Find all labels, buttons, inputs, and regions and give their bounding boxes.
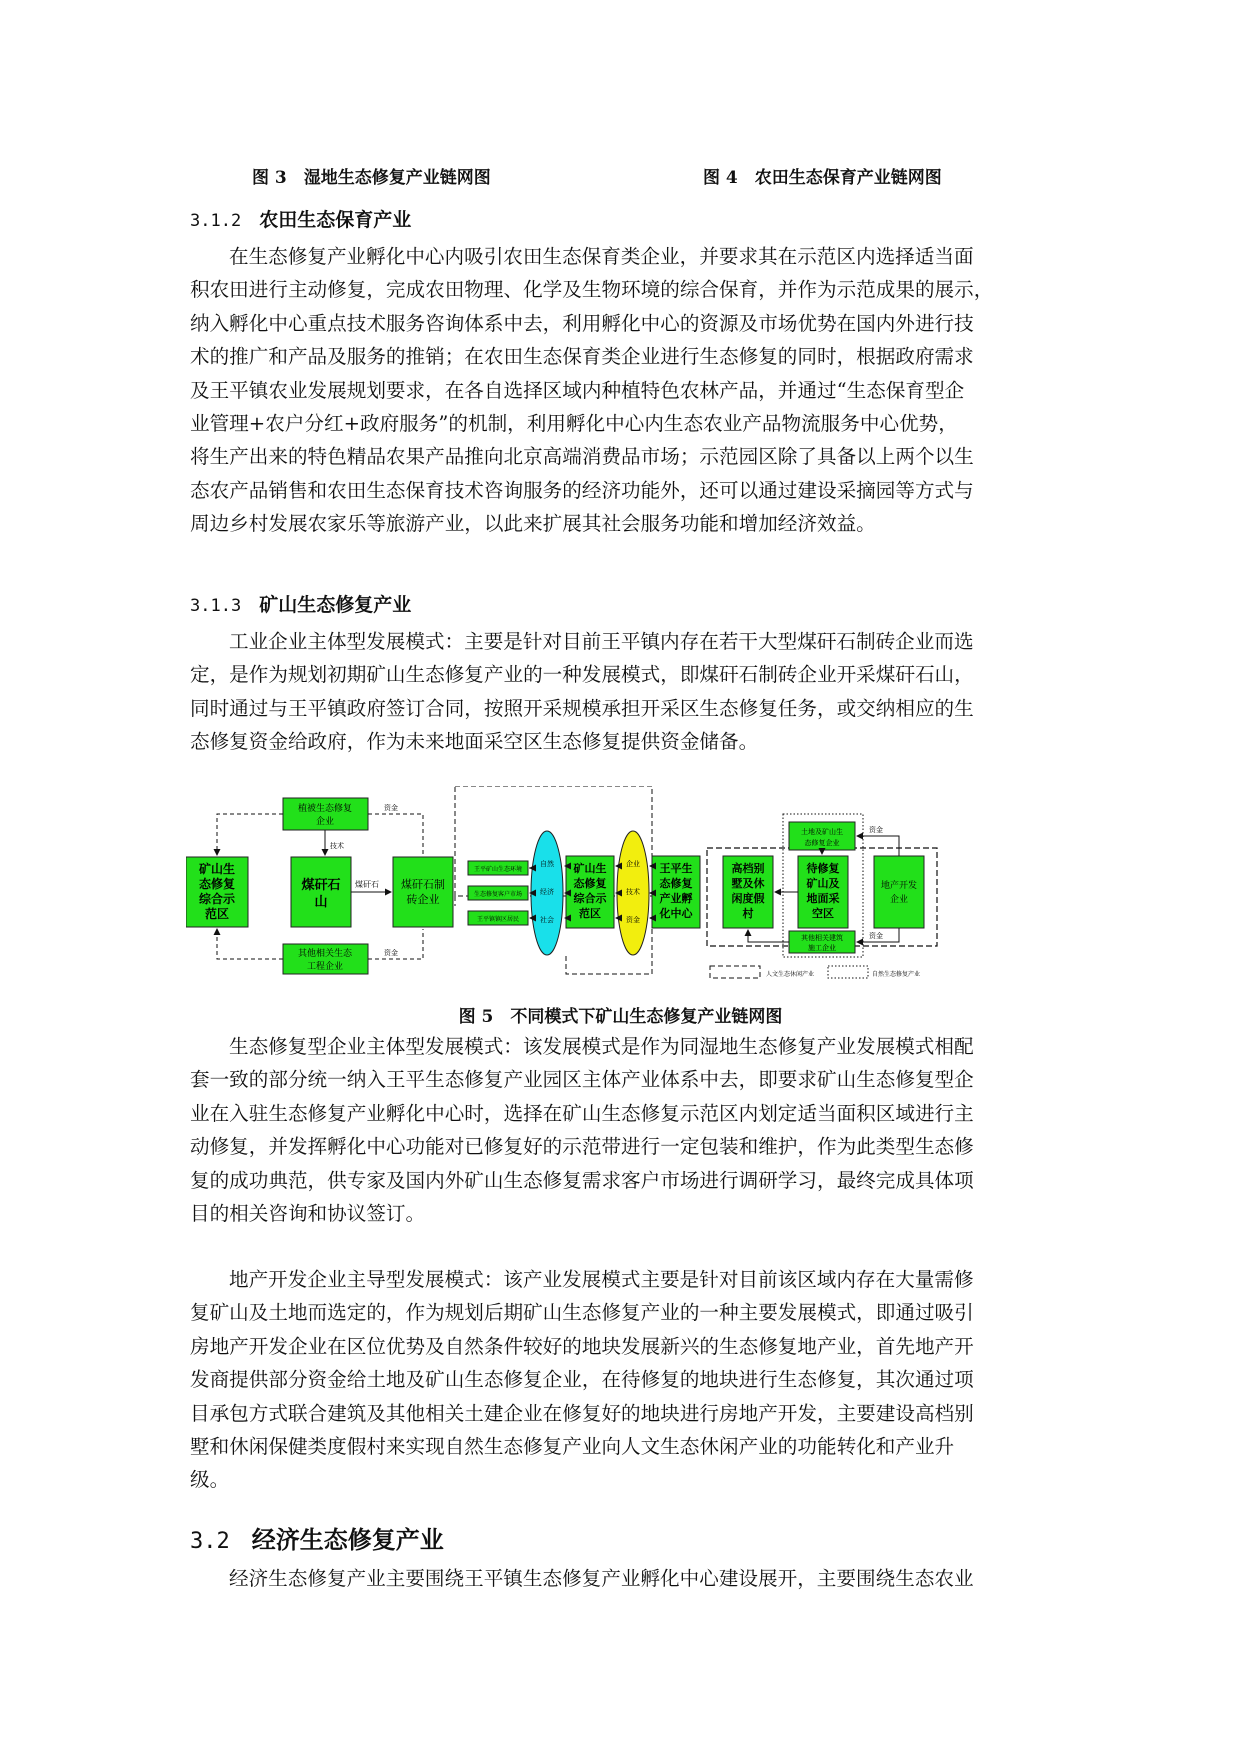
svg-text:土地及矿山生: 土地及矿山生	[801, 828, 843, 836]
text-line: 积农田进行主动修复，完成农田物理、化学及生物环境的综合保育，并作为示范成果的展示，	[190, 278, 994, 302]
svg-text:地产开发: 地产开发	[880, 881, 918, 891]
svg-text:待修复: 待修复	[806, 862, 840, 875]
svg-text:矿山生: 矿山生	[573, 862, 607, 875]
text-line: 发商提供部分资金给土地及矿山生态修复企业，在待修复的地块进行生态修复，其次通过项	[190, 1368, 974, 1392]
svg-text:资金: 资金	[869, 932, 883, 940]
figure4-caption: 图 4 农田生态保育产业链网图	[703, 168, 942, 188]
node-mine-demo	[186, 857, 248, 927]
svg-text:高档别: 高档别	[731, 862, 765, 875]
text-line: 态农产品销售和农田生态保育技术咨询服务的经济功能外，还可以通过建设采摘园等方式与	[190, 478, 974, 502]
node-to-repair	[798, 856, 848, 928]
svg-text:王平镇镇区居民: 王平镇镇区居民	[476, 916, 520, 923]
text-line: 经济生态修复产业主要围绕王平镇生态修复产业孵化中心建设展开，主要围绕生态农业	[229, 1567, 974, 1590]
section-number: 3.2	[190, 1529, 230, 1554]
svg-text:煤矸石: 煤矸石	[301, 878, 341, 893]
svg-text:植被生态修复: 植被生态修复	[297, 804, 353, 814]
svg-text:综合示: 综合示	[198, 892, 236, 906]
text-line: 将生产出来的特色精品农果产品推向北京高端消费品市场；示范园区除了具备以上两个以生	[190, 445, 974, 469]
text-line: 房地产开发企业在区位优势及自然条件较好的地块发展新兴的生态修复地产业，首先地产开	[190, 1334, 974, 1358]
svg-text:矿山生: 矿山生	[198, 862, 236, 876]
section-number: 3.1.2	[190, 211, 242, 231]
text-line: 业在入驻生态修复产业孵化中心时，选择在矿山生态修复示范区内划定适当面积区域进行主	[190, 1101, 974, 1125]
svg-text:态修复企业: 态修复企业	[804, 839, 840, 847]
text-line: 同时通过与王平镇政府签订合同，按照开采规模承担开采区生态修复任务，或交纳相应的生	[190, 696, 974, 720]
svg-text:化中心: 化中心	[659, 907, 693, 920]
text-line: 态修复资金给政府，作为未来地面采空区生态修复提供资金储备。	[190, 730, 759, 754]
node-left-list	[468, 861, 528, 925]
node-land-company	[789, 822, 855, 850]
svg-text:工程企业: 工程企业	[306, 962, 344, 972]
paragraph	[190, 1030, 1058, 1230]
paragraph	[190, 1562, 1058, 1595]
node-incubator	[652, 856, 700, 928]
node-other-company	[283, 944, 368, 974]
text-line: 术的推广和产品及服务的推销；在农田生态保育类企业进行生态修复的同时，根据政府需求	[190, 345, 974, 369]
svg-text:资金: 资金	[384, 949, 398, 957]
text-line: 地产开发企业主导型发展模式：该产业发展模式主要是针对目前该区域内存在大量需修	[229, 1268, 974, 1291]
svg-text:范区: 范区	[579, 907, 601, 920]
svg-text:范区: 范区	[204, 907, 230, 921]
svg-text:企业: 企业	[889, 895, 909, 905]
section-heading-3-1-2	[190, 205, 411, 232]
node-developer	[874, 856, 924, 928]
paragraph	[190, 625, 1058, 759]
figure3-caption: 图 3 湿地生态修复产业链网图	[252, 168, 491, 188]
svg-text:矿山及: 矿山及	[806, 877, 840, 890]
svg-text:态修复: 态修复	[573, 877, 607, 890]
svg-text:地面采: 地面采	[806, 892, 840, 905]
paragraph	[190, 240, 1058, 541]
text-line: 工业企业主体型发展模式：主要是针对目前王平镇内存在若干大型煤矸石制砖企业而选	[229, 630, 974, 653]
svg-text:墅及休: 墅及休	[731, 877, 765, 890]
section-number: 3.1.3	[190, 596, 242, 616]
text-line: 定，是作为规划初期矿山生态修复产业的一种发展模式，即煤矸石制砖企业开采煤矸石山，	[190, 663, 974, 687]
section-title: 经济生态修复产业	[251, 1525, 444, 1554]
node-brick-company	[393, 857, 453, 927]
figure5-caption: 图 5 不同模式下矿山生态修复产业链网图	[458, 1007, 783, 1027]
text-line: 动修复，并发挥孵化中心功能对已修复好的示范带进行一定包装和维护，作为此类型生态修	[190, 1135, 974, 1159]
text-line: 纳入孵化中心重点技术服务咨询体系中去，利用孵化中心的资源及市场优势在国内外进行技	[190, 311, 974, 335]
svg-text:技术: 技术	[626, 888, 640, 896]
section-heading-3-1-3	[190, 590, 411, 617]
figure5-diagram	[186, 786, 1054, 986]
svg-text:人文生态休闲产业: 人文生态休闲产业	[766, 971, 815, 978]
text-line: 业管理+农户分红+政府服务”的机制，利用孵化中心内生态农业产品物流服务中心优势，	[190, 411, 958, 435]
svg-text:煤矸石: 煤矸石	[355, 880, 379, 889]
text-line: 目的相关咨询和协议签订。	[190, 1201, 426, 1225]
svg-text:生态修复客户市场: 生态修复客户市场	[473, 891, 523, 898]
svg-text:自然: 自然	[540, 860, 554, 868]
svg-text:资金: 资金	[384, 804, 398, 812]
node-villa	[723, 856, 773, 928]
svg-text:企业: 企业	[315, 817, 335, 827]
text-line: 生态修复型企业主体型发展模式：该发展模式是作为同湿地生态修复产业发展模式相配	[229, 1035, 974, 1058]
svg-text:村: 村	[742, 907, 754, 920]
svg-text:产业孵: 产业孵	[659, 892, 693, 905]
text-line: 复矿山及土地而选定的，作为规划后期矿山生态修复产业的一种主要发展模式，即通过吸引	[190, 1301, 974, 1325]
svg-text:自然生态修复产业: 自然生态修复产业	[872, 971, 921, 978]
text-line: 复的成功典范，供专家及国内外矿山生态修复需求客户市场进行调研学习，最终完成具体项	[190, 1168, 974, 1192]
svg-text:煤矸石制: 煤矸石制	[401, 878, 445, 891]
svg-text:施工企业: 施工企业	[808, 944, 836, 952]
section-title: 农田生态保育产业	[259, 209, 412, 231]
text-line: 及王平镇农业发展规划要求，在各自选择区域内种植特色农林产品，并通过“生态保育型企	[190, 378, 965, 402]
ellipse-cyan	[531, 831, 563, 955]
svg-text:空区: 空区	[812, 907, 834, 920]
node-builder	[789, 931, 855, 953]
text-line: 级。	[190, 1468, 230, 1492]
svg-text:闲度假: 闲度假	[731, 892, 765, 905]
figure5-legend	[710, 966, 920, 978]
svg-text:王平生: 王平生	[659, 862, 693, 875]
svg-text:砖企业: 砖企业	[406, 893, 440, 906]
svg-text:技术: 技术	[330, 842, 344, 850]
svg-text:资金: 资金	[869, 826, 883, 834]
section-heading-3-2	[190, 1520, 444, 1555]
text-line: 在生态修复产业孵化中心内吸引农田生态保育类企业，并要求其在示范区内选择适当面	[229, 245, 974, 268]
ellipse-yellow	[617, 831, 649, 955]
svg-text:其他相关生态: 其他相关生态	[297, 949, 353, 959]
svg-text:综合示: 综合示	[573, 892, 607, 905]
svg-text:王平矿山生态环境: 王平矿山生态环境	[473, 866, 523, 873]
text-line: 套一致的部分统一纳入王平生态修复产业园区主体产业体系中去，即要求矿山生态修复型企	[190, 1068, 974, 1092]
svg-text:企业: 企业	[626, 860, 640, 868]
text-line: 目承包方式联合建筑及其他相关土建企业在修复好的地块进行房地产开发，主要建设高档别	[190, 1401, 974, 1425]
text-line: 墅和休闲保健类度假村来实现自然生态修复产业向人文生态休闲产业的功能转化和产业升	[190, 1434, 955, 1458]
svg-text:其他相关建筑: 其他相关建筑	[801, 934, 843, 942]
svg-text:经济: 经济	[540, 888, 554, 896]
svg-text:态修复: 态修复	[198, 877, 236, 891]
paragraph	[190, 1263, 1058, 1497]
svg-text:态修复: 态修复	[659, 877, 693, 890]
svg-text:资金: 资金	[626, 916, 640, 924]
node-center-demo	[566, 856, 614, 928]
text-line: 周边乡村发展农家乐等旅游产业，以此来扩展其社会服务功能和增加经济效益。	[190, 512, 876, 536]
svg-text:社会: 社会	[540, 916, 554, 924]
node-coal-hill	[291, 857, 351, 927]
svg-text:山: 山	[314, 895, 328, 910]
section-title: 矿山生态修复产业	[259, 594, 412, 616]
node-veg-company	[283, 798, 368, 830]
